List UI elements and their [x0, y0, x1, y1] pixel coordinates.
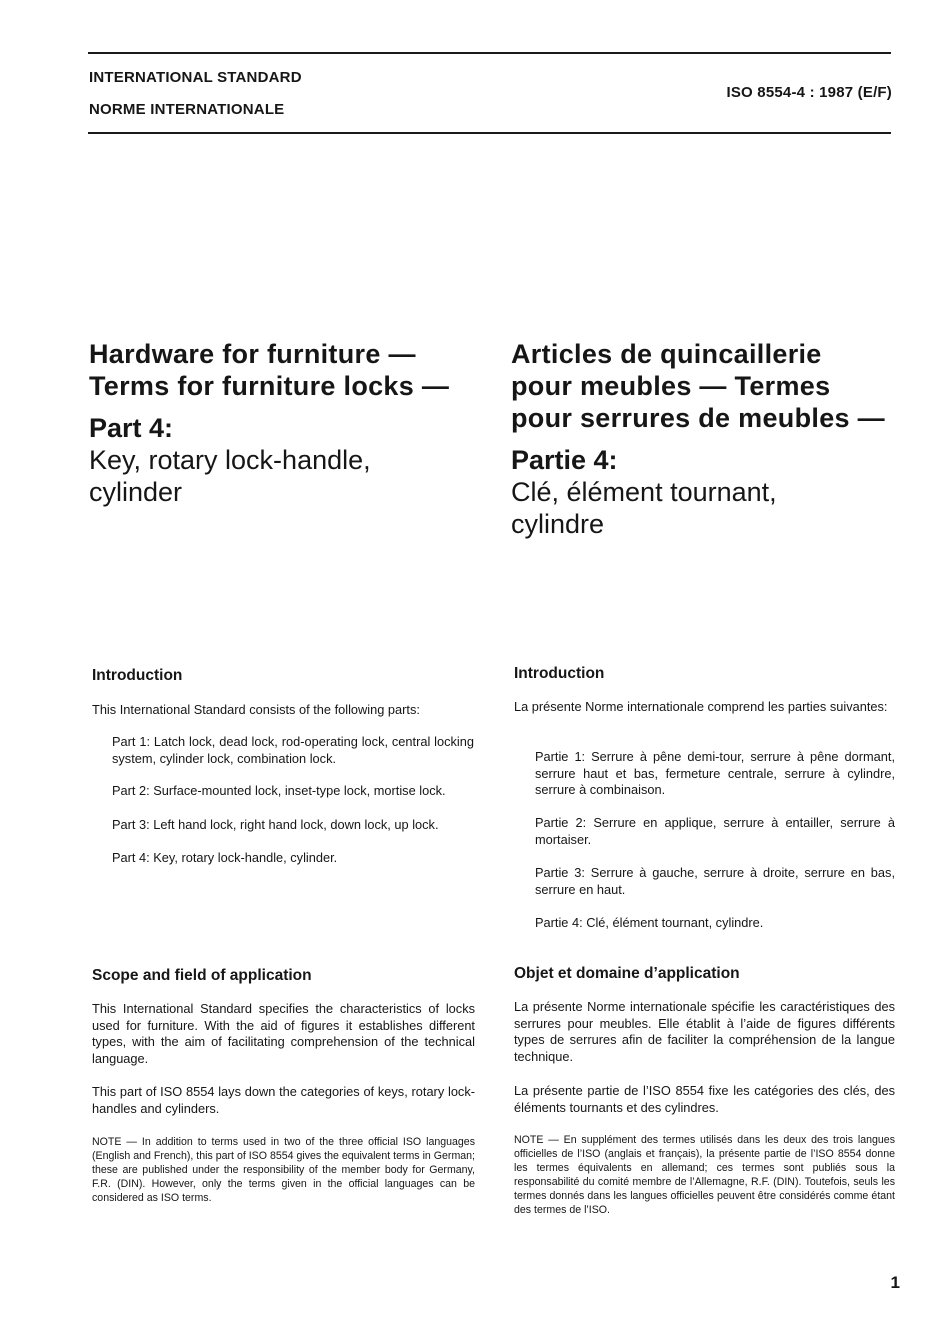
part-item-en: Part 1: Latch lock, dead lock, rod-operating lock, central locking system, cylinder lock, combination lock. — [112, 734, 474, 766]
title-block-fr — [511, 338, 931, 540]
scope-note-fr: NOTE — En supplément des termes utilisés dans les deux des trois langues officielles de l’ISO (anglais et français), la présente partie de l’ISO 8554 donne les termes équivalents en allemand; ces termes sont publiés sous la responsabilité du comité membre de l’Allemagne, R.F. (DIN). Toutefois, seuls les termes donnés dans les langues officielles peuvent être considérés comme étant des termes de l’ISO. — [514, 1134, 895, 1216]
scope-note-en: NOTE — In addition to terms used in two of the three official ISO languages (English and French), this part of ISO 8554 gives the equivalent terms in German; these are published under the responsibility of the member body for Germany, F.R. (DIN). However, only the terms given in the official languages can be considered as ISO terms. — [92, 1136, 475, 1204]
scope-heading-en: Scope and field of application — [92, 967, 312, 984]
standard-reference: ISO 8554-4 : 1987 (E/F) — [726, 84, 892, 101]
part-item-en: Part 3: Left hand lock, right hand lock, down lock, up lock. — [112, 817, 439, 832]
intro-heading-en: Introduction — [92, 667, 183, 684]
scope-paragraph-2-en: This part of ISO 8554 lays down the categories of keys, rotary lock-handles and cylinders. — [92, 1084, 475, 1116]
part-item-en: Part 4: Key, rotary lock-handle, cylinder. — [112, 850, 338, 865]
scope-paragraph-1-en: This International Standard specifies the characteristics of locks used for furniture. With the aid of figures it establishes different types, with the aim of facilitating comprehension of the technical language. — [92, 1001, 475, 1066]
scope-paragraph-2-fr: La présente partie de l’ISO 8554 fixe les catégories des clés, des éléments tournants et des cylindres. — [514, 1083, 895, 1115]
scope-paragraph-1-fr: La présente Norme internationale spécifie les caractéristiques des serrures pour meubles. Elle établit à l’aide de figures différents types de serrures afin de faciliter la compréhension de la langue technique. — [514, 999, 895, 1064]
subtitle-fr-line-1: Clé, élément tournant, — [511, 477, 777, 507]
title-fr-line-3: pour serrures de meubles — — [511, 403, 885, 433]
part-label-fr: Partie 4: — [511, 445, 618, 475]
subtitle-en-line-2: cylinder — [89, 477, 183, 507]
part-item-fr: Partie 2: Serrure en applique, serrure à entailler, serrure à mortaiser. — [535, 815, 895, 847]
header-rule-top — [88, 52, 891, 54]
subtitle-fr-line-2: cylindre — [511, 509, 605, 539]
scope-heading-fr: Objet et domaine d’application — [514, 965, 740, 982]
part-item-fr: Partie 4: Clé, élément tournant, cylindre. — [535, 915, 764, 930]
part-label-en: Part 4: — [89, 413, 174, 443]
title-fr-line-1: Articles de quincaillerie — [511, 339, 822, 369]
page-number: 1 — [890, 1273, 900, 1292]
title-en-line-2: Terms for furniture locks — — [89, 371, 450, 401]
header-rule-bottom — [88, 132, 891, 134]
intro-lead-en: This International Standard consists of the following parts: — [92, 702, 420, 717]
intro-heading-fr: Introduction — [514, 665, 605, 682]
title-block-en — [89, 338, 489, 508]
part-item-fr: Partie 3: Serrure à gauche, serrure à droite, serrure en bas, serrure en haut. — [535, 865, 895, 897]
title-fr-line-2: pour meubles — Termes — [511, 371, 831, 401]
header-line-en: INTERNATIONAL STANDARD — [89, 69, 302, 86]
part-item-en: Part 2: Surface-mounted lock, inset-type lock, mortise lock. — [112, 783, 446, 798]
subtitle-en-line-1: Key, rotary lock-handle, — [89, 445, 371, 475]
part-item-fr: Partie 1: Serrure à pêne demi-tour, serrure à pêne dormant, serrure haut et bas, fermeture centrale, serrure à cylindre, serrure à combinaison. — [535, 749, 895, 797]
title-en-line-1: Hardware for furniture — — [89, 339, 416, 369]
header-line-fr: NORME INTERNATIONALE — [89, 101, 285, 118]
intro-lead-fr: La présente Norme internationale comprend les parties suivantes: — [514, 699, 888, 714]
